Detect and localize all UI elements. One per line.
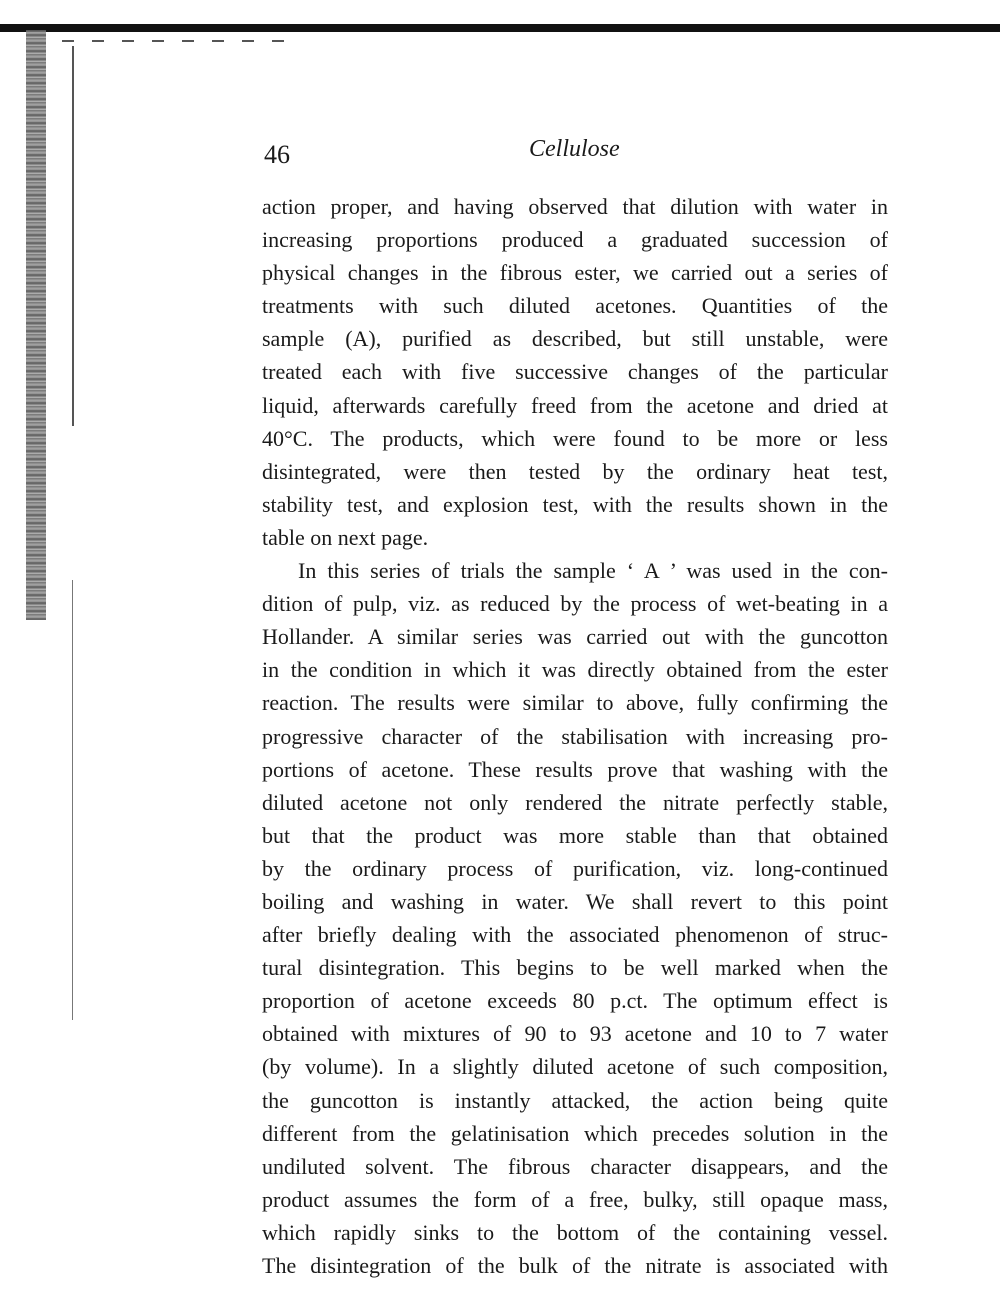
text-line: proportion of acetone exceeds 80 p.ct. The optimum effect is [262,988,888,1014]
text-line: liquid, afterwards carefully freed from the acetone and dried at [262,392,888,418]
page-edge-line [72,580,73,1020]
text-line: dition of pulp, viz. as reduced by the process of wet-beating in a [262,591,888,617]
text-line: (by volume). In a slightly diluted acetone of such composition, [262,1054,888,1080]
text-line: table on next page. [262,524,429,550]
text-line: after briefly dealing with the associated phenomenon of struc- [262,922,888,948]
text-line: product assumes the form of a free, bulky, still opaque mass, [262,1186,888,1212]
text-line: obtained with mixtures of 90 to 93 acetone and 10 to 7 water [262,1021,888,1047]
text-line: treatments with such diluted acetones. Quantities of the [262,293,888,319]
page-header [264,136,624,176]
text-line: The disintegration of the bulk of the nitrate is associated with [262,1253,888,1278]
text-line: different from the gelatinisation which precedes solution in the [262,1120,888,1146]
text-line: increasing proportions produced a graduated succession of [262,227,888,253]
text-line: the guncotton is instantly attacked, the action being quite [262,1087,888,1113]
text-line: 40°C. The products, which were found to be more or less [262,425,888,451]
text-line: progressive character of the stabilisation with increasing pro- [262,723,888,749]
body-text [262,190,888,1282]
text-line: stability test, and explosion test, with the results shown in the [262,491,888,517]
running-title: Cellulose [529,136,620,162]
text-line: but that the product was more stable than that obtained [262,822,888,848]
text-line: by the ordinary process of purification, viz. long-continued [262,855,888,881]
text-line: In this series of trials the sample ‘ A ’ was used in the con- [298,558,888,584]
text-line: boiling and washing in water. We shall revert to this point [262,888,888,914]
text-line: sample (A), purified as described, but still unstable, were [262,326,888,352]
text-line: portions of acetone. These results prove that washing with the [262,756,888,782]
text-line: action proper, and having observed that dilution with water in [262,194,888,219]
text-line: undiluted solvent. The fibrous character disappears, and the [262,1153,888,1179]
text-line: which rapidly sinks to the bottom of the containing vessel. [262,1219,888,1245]
text-line: physical changes in the fibrous ester, we carried out a series of [262,260,888,286]
page-edge-line [72,46,74,426]
text-line: diluted acetone not only rendered the nitrate perfectly stable, [262,789,888,815]
text-line: treated each with five successive changes of the particular [262,359,888,385]
text-line: Hollander. A similar series was carried out with the guncotton [262,624,888,650]
text-line: in the condition in which it was directly obtained from the ester [262,657,888,683]
text-line: reaction. The results were similar to above, fully confirming the [262,690,888,716]
page-number: 46 [264,140,290,169]
text-line: tural disintegration. This begins to be well marked when the [262,955,888,981]
scan-top-edge [0,24,1000,32]
book-binding-edge [26,30,46,620]
scan-artifact-dashes [62,40,292,42]
text-line: disintegrated, were then tested by the ordinary heat test, [262,458,888,484]
